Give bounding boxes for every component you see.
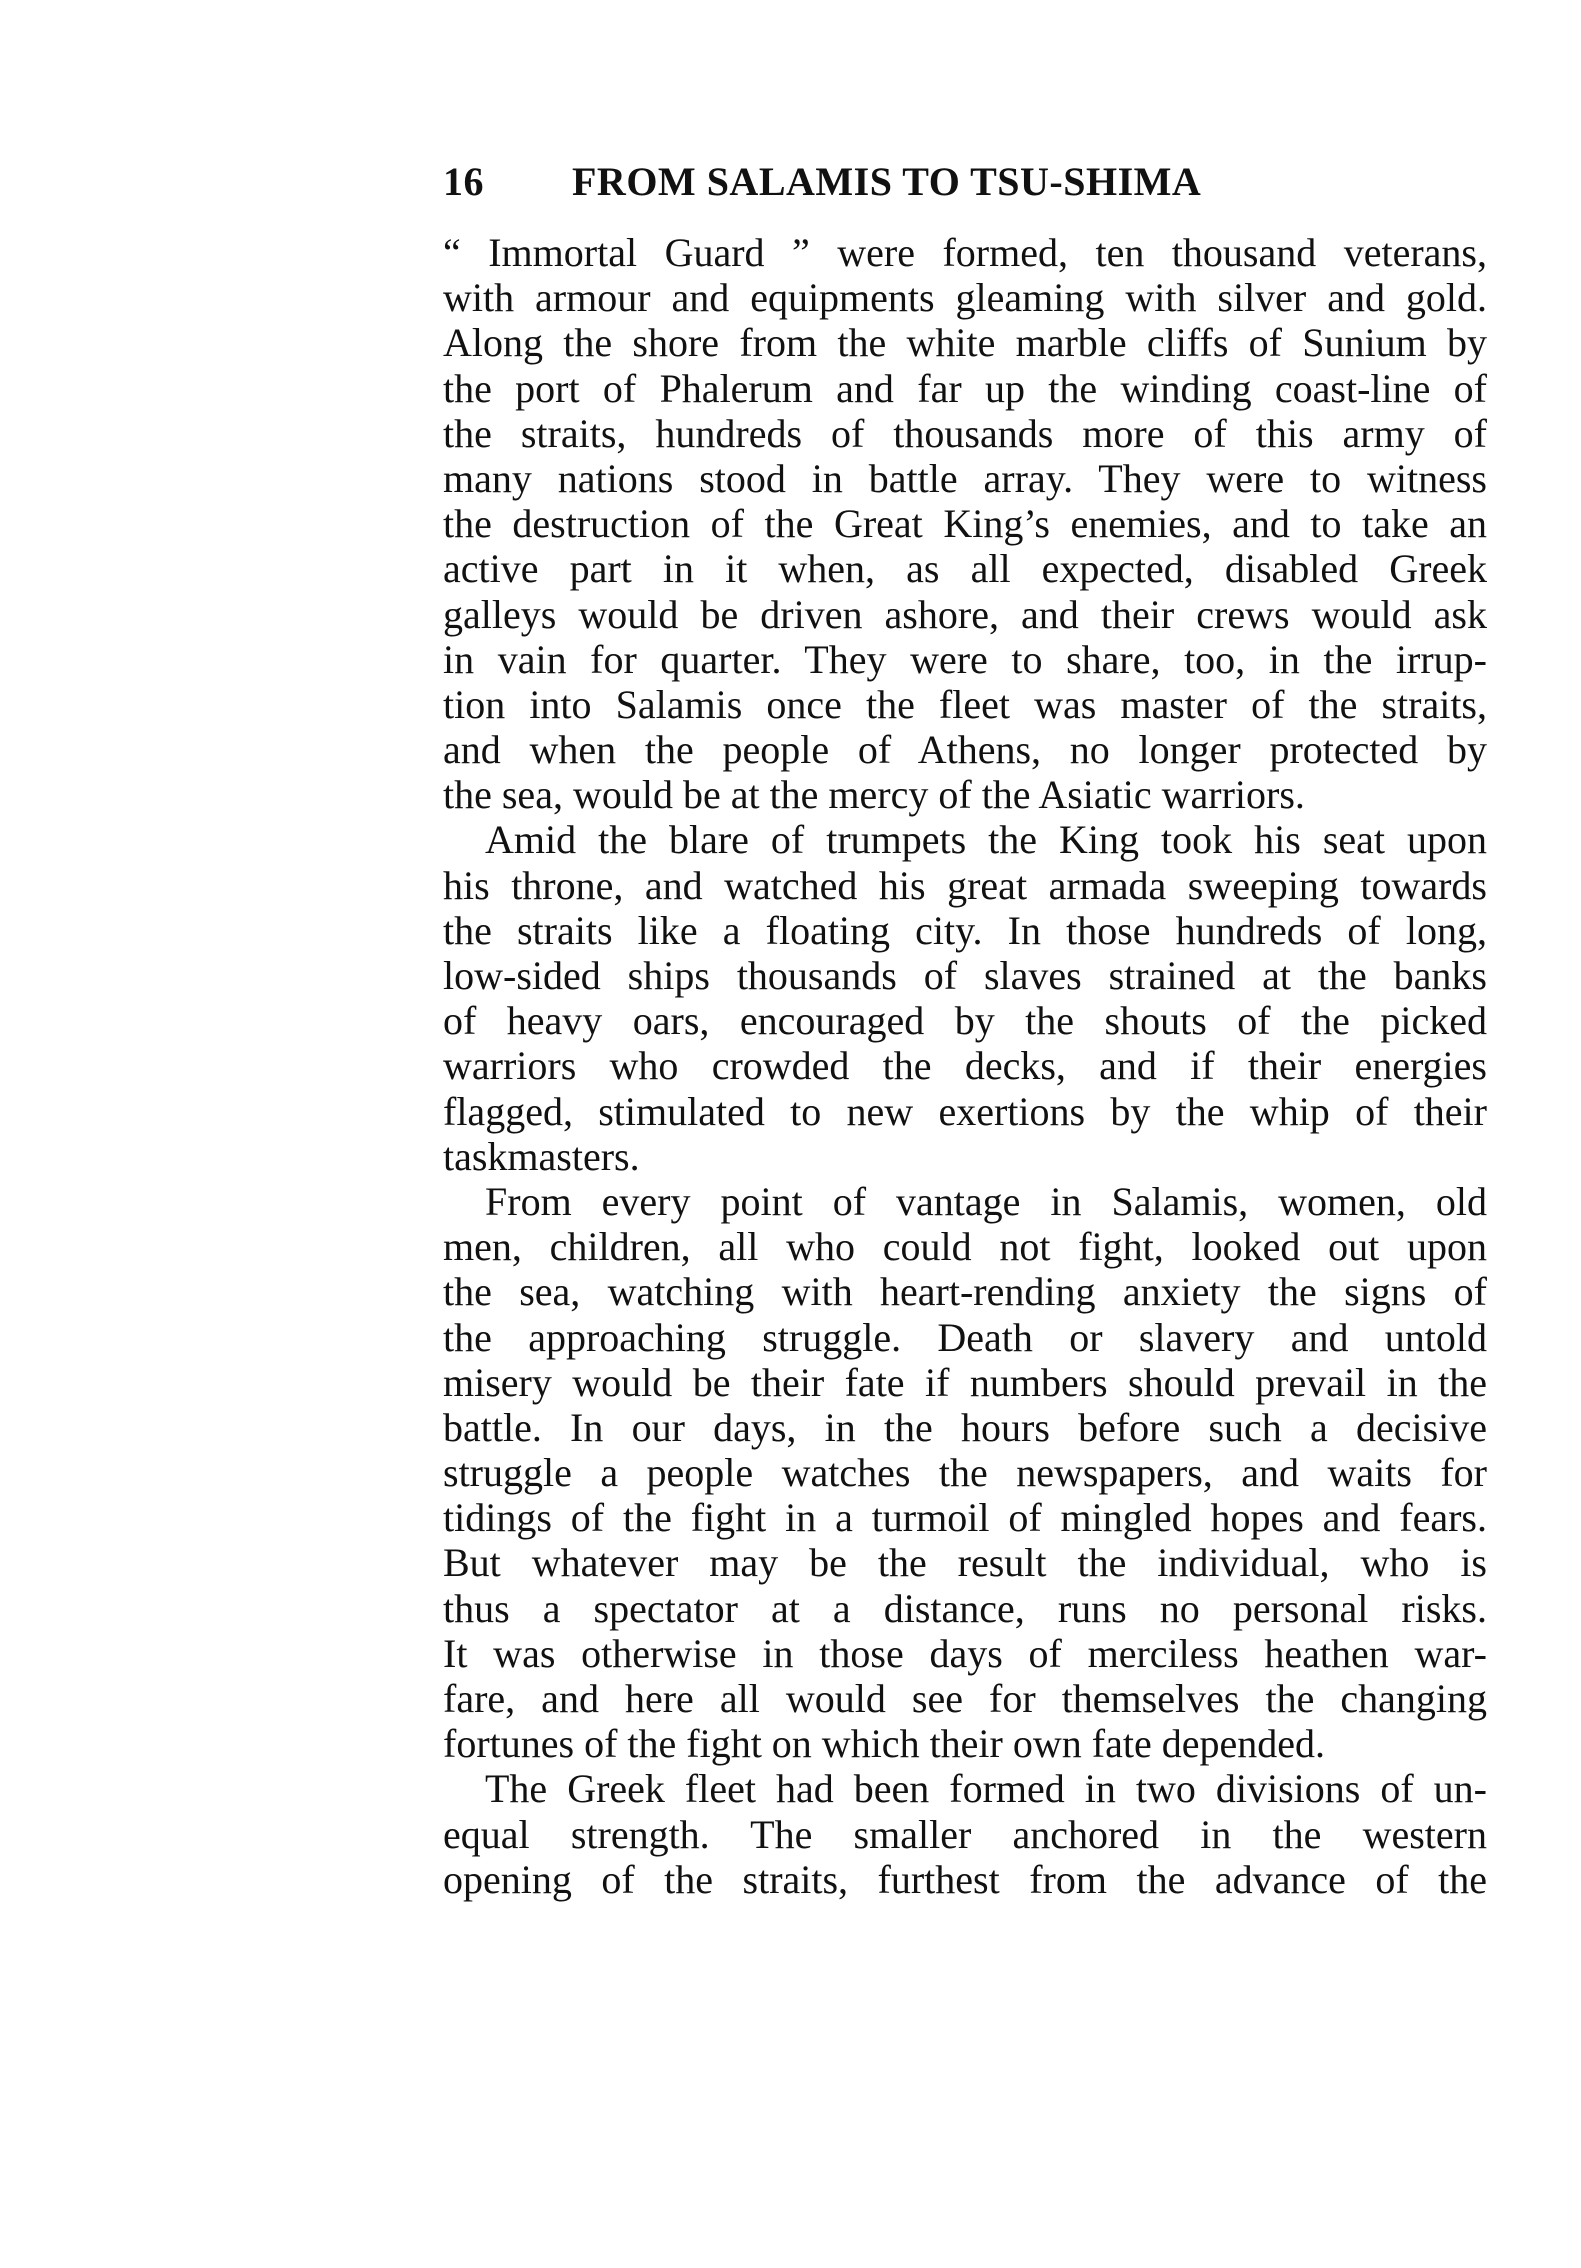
- running-header: [443, 158, 1487, 208]
- text-line: equal strength. The smaller anchored in the western: [443, 1811, 1487, 1857]
- text-line: men, children, all who could not fight, looked out upon: [443, 1224, 1487, 1270]
- text-line: thus a spectator at a distance, runs no personal risks.: [443, 1585, 1487, 1631]
- text-line: with armour and equipments gleaming with silver and gold.: [443, 275, 1487, 321]
- text-line: the destruction of the Great King’s enemies, and to take an: [443, 501, 1487, 547]
- text-line: From every point of vantage in Salamis, women, old: [485, 1178, 1487, 1224]
- text-line: many nations stood in battle array. They were to witness: [443, 455, 1487, 501]
- text-line: taskmasters.: [443, 1133, 640, 1179]
- text-line: the port of Phalerum and far up the winding coast-line of: [443, 365, 1487, 411]
- text-line: misery would be their fate if numbers should prevail in the: [443, 1359, 1487, 1405]
- paragraph: [443, 1179, 1487, 1766]
- text-line: tion into Salamis once the fleet was master of the straits,: [443, 681, 1487, 727]
- body-text: [443, 230, 1487, 1902]
- text-line: The Greek fleet had been formed in two divisions of un-: [485, 1766, 1487, 1812]
- text-line: “ Immortal Guard ” were formed, ten thousand veterans,: [443, 230, 1487, 275]
- paragraph: [443, 817, 1487, 1179]
- text-line: the sea, watching with heart-rending anxiety the signs of: [443, 1269, 1487, 1315]
- text-line: flagged, stimulated to new exertions by the whip of their: [443, 1088, 1487, 1134]
- text-line: It was otherwise in those days of merciless heathen war-: [443, 1630, 1487, 1676]
- text-line: and when the people of Athens, no longer protected by: [443, 727, 1487, 773]
- text-line: struggle a people watches the newspapers, and waits for: [443, 1450, 1487, 1496]
- text-line: fortunes of the fight on which their own fate depended.: [443, 1721, 1325, 1767]
- text-line: warriors who crowded the decks, and if their energies: [443, 1043, 1487, 1089]
- text-line: galleys would be driven ashore, and their crews would ask: [443, 591, 1487, 637]
- text-line: the straits like a floating city. In those hundreds of long,: [443, 907, 1487, 953]
- text-line: the sea, would be at the mercy of the Asiatic warriors.: [443, 772, 1305, 818]
- text-line: Along the shore from the white marble cliffs of Sunium by: [443, 320, 1487, 366]
- running-title: FROM SALAMIS TO TSU-SHIMA: [572, 159, 1202, 204]
- text-line: battle. In our days, in the hours before such a decisive: [443, 1404, 1487, 1450]
- paragraph: [443, 230, 1487, 817]
- text-line: Amid the blare of trumpets the King took his seat upon: [485, 817, 1487, 863]
- page-number: 16: [443, 159, 484, 204]
- text-line: the straits, hundreds of thousands more of this army of: [443, 410, 1487, 456]
- text-line: his throne, and watched his great armada sweeping towards: [443, 862, 1487, 908]
- text-line: low-sided ships thousands of slaves strained at the banks: [443, 953, 1487, 998]
- text-line: in vain for quarter. They were to share, too, in the irrup-: [443, 636, 1487, 682]
- text-line: active part in it when, as all expected, disabled Greek: [443, 546, 1487, 592]
- text-line: the approaching struggle. Death or slavery and untold: [443, 1314, 1487, 1360]
- text-line: tidings of the fight in a turmoil of mingled hopes and fears.: [443, 1495, 1487, 1541]
- text-line: of heavy oars, encouraged by the shouts of the picked: [443, 998, 1487, 1044]
- text-line: opening of the straits, furthest from the advance of the: [443, 1856, 1487, 1902]
- text-line: But whatever may be the result the individual, who is: [443, 1540, 1487, 1586]
- text-line: fare, and here all would see for themselves the changing: [443, 1676, 1487, 1721]
- paragraph: [443, 1766, 1487, 1902]
